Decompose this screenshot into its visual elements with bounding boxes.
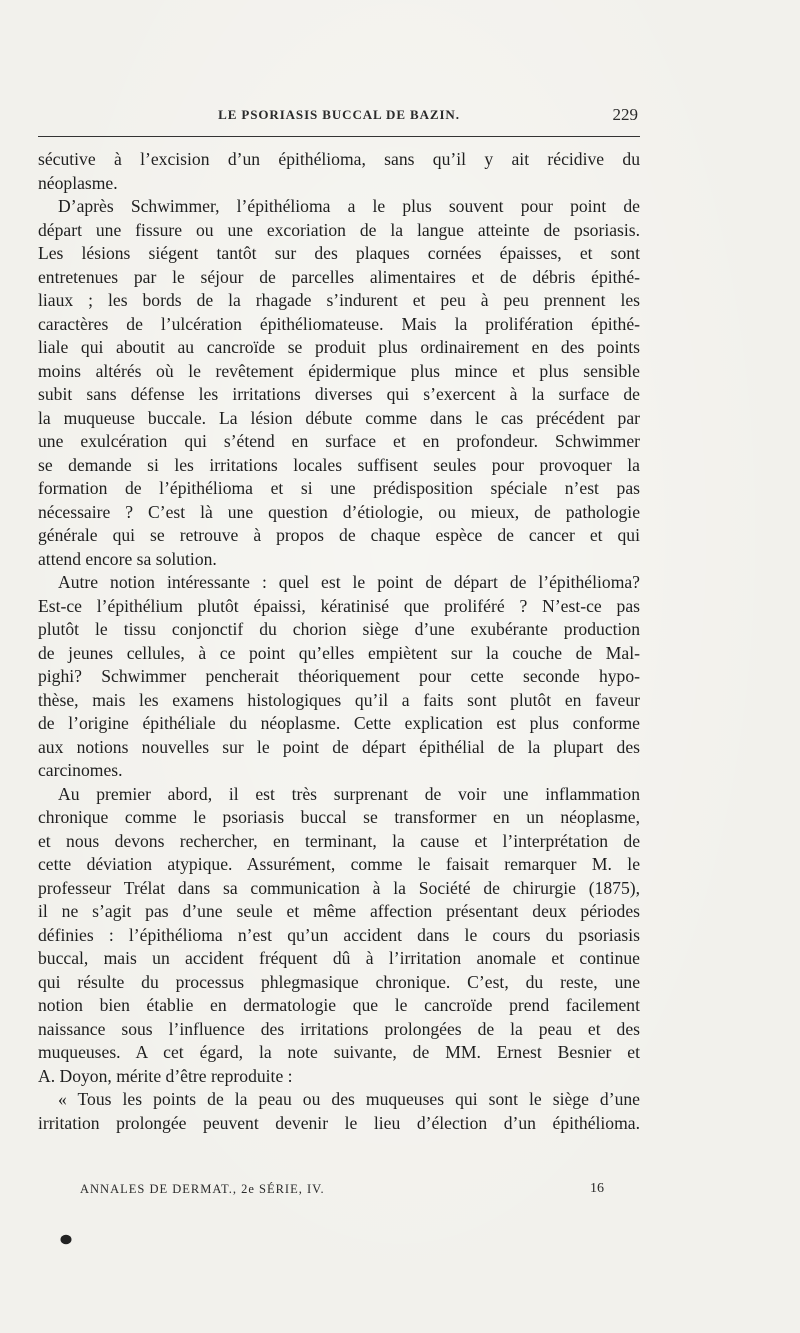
text-line: caractères de l’ulcération épithéliomateuse. Mais la prolifération épithé- bbox=[38, 313, 640, 334]
header-rule bbox=[38, 136, 640, 137]
text-line: moins altérés où le revêtement épidermique plus mince et plus sensible bbox=[38, 360, 640, 381]
signature-number: 16 bbox=[590, 1181, 604, 1196]
body-text bbox=[38, 148, 640, 1135]
running-title: LE PSORIASIS BUCCAL DE BAZIN. bbox=[218, 107, 460, 122]
text-line: définies : l’épithélioma n’est qu’un accident dans le cours du psoriasis bbox=[38, 924, 640, 945]
text-line: aux notions nouvelles sur le point de départ épithélial de la plupart des bbox=[38, 736, 640, 757]
text-line: liaux ; les bords de la rhagade s’indurent et peu à peu prennent les bbox=[38, 290, 640, 310]
text-line: Les lésions siégent tantôt sur des plaques cornées épaisses, et sont bbox=[38, 243, 640, 263]
text-line: liale qui aboutit au cancroïde se produit plus ordinairement en des points bbox=[38, 337, 640, 357]
text-line: attend encore sa solution. bbox=[38, 548, 217, 569]
text-line: une exulcération qui s’étend en surface et en profondeur. Schwimmer bbox=[38, 431, 640, 451]
text-line: qui résulte du processus phlegmasique chronique. C’est, du reste, une bbox=[38, 971, 640, 992]
text-line: thèse, mais les examens histologiques qu’il a faits sont plutôt en faveur bbox=[38, 689, 640, 710]
ink-spot bbox=[60, 1234, 72, 1245]
text-line: professeur Trélat dans sa communication à la Société de chirurgie (1875), bbox=[38, 877, 640, 898]
text-line: sécutive à l’excision d’un épithélioma, sans qu’il y ait récidive du bbox=[38, 149, 640, 169]
text-line: départ une fissure ou une excoriation de la langue atteinte de psoriasis. bbox=[38, 219, 640, 240]
signature-mark: ANNALES DE DERMAT., 2e SÉRIE, IV. bbox=[80, 1182, 325, 1196]
text-line: se demande si les irritations locales suffisent seules pour provoquer la bbox=[38, 454, 640, 475]
text-line: irritation prolongée peuvent devenir le lieu d’élection d’un épithélioma. bbox=[38, 1112, 640, 1133]
text-line: de l’origine épithéliale du néoplasme. Cette explication est plus conforme bbox=[38, 713, 640, 733]
text-line: la muqueuse buccale. La lésion débute comme dans le cas précédent par bbox=[38, 407, 640, 428]
text-line: naissance sous l’influence des irritations prolongées de la peau et des bbox=[38, 1018, 640, 1039]
text-line: D’après Schwimmer, l’épithélioma a le plus souvent pour point de bbox=[58, 196, 640, 216]
text-line: subit sans défense les irritations diverses qui s’exercent à la surface de bbox=[38, 384, 640, 404]
text-line: chronique comme le psoriasis buccal se transformer en un néoplasme, bbox=[38, 807, 640, 827]
text-line: générale qui se retrouve à propos de chaque espèce de cancer et qui bbox=[38, 525, 640, 545]
text-line: « Tous les points de la peau ou des muqueuses qui sont le siège d’une bbox=[58, 1089, 640, 1109]
text-line: notion bien établie en dermatologie que le cancroïde prend facilement bbox=[38, 995, 640, 1015]
text-line: formation de l’épithélioma et si une prédisposition spéciale n’est pas bbox=[38, 478, 640, 498]
signature-line bbox=[80, 1178, 604, 1200]
text-line: néoplasme. bbox=[38, 172, 118, 193]
text-line: muqueuses. A cet égard, la note suivante, de MM. Ernest Besnier et bbox=[38, 1042, 640, 1062]
text-line: Est-ce l’épithélium plutôt épaissi, kératinisé que proliféré ? N’est-ce pas bbox=[38, 595, 640, 616]
text-line: de jeunes cellules, à ce point qu’elles empiètent sur la couche de Mal- bbox=[38, 642, 640, 663]
text-line: Autre notion intéressante : quel est le point de départ de l’épithélioma? bbox=[58, 572, 640, 592]
text-line: entretenues par le séjour de parcelles alimentaires et de débris épithé- bbox=[38, 266, 640, 287]
text-line: pighi? Schwimmer pencherait théoriquement pour cette seconde hypo- bbox=[38, 666, 640, 686]
text-line: nécessaire ? C’est là une question d’étiologie, ou mieux, de pathologie bbox=[38, 501, 640, 522]
page-number: 229 bbox=[612, 105, 638, 124]
text-line: plutôt le tissu conjonctif du chorion siège d’une exubérante production bbox=[38, 619, 640, 639]
text-line: A. Doyon, mérite d’être reproduite : bbox=[38, 1065, 293, 1086]
text-line: buccal, mais un accident fréquent dû à l’irritation anomale et continue bbox=[38, 948, 640, 968]
text-line: cette déviation atypique. Assurément, comme le faisait remarquer M. le bbox=[38, 854, 640, 874]
text-line: il ne s’agit pas d’une seule et même affection présentant deux périodes bbox=[38, 901, 640, 921]
text-line: Au premier abord, il est très surprenant de voir une inflammation bbox=[58, 783, 640, 804]
text-line: et nous devons rechercher, en terminant, la cause et l’interprétation de bbox=[38, 830, 640, 851]
text-line: carcinomes. bbox=[38, 760, 123, 780]
running-head bbox=[38, 103, 640, 127]
